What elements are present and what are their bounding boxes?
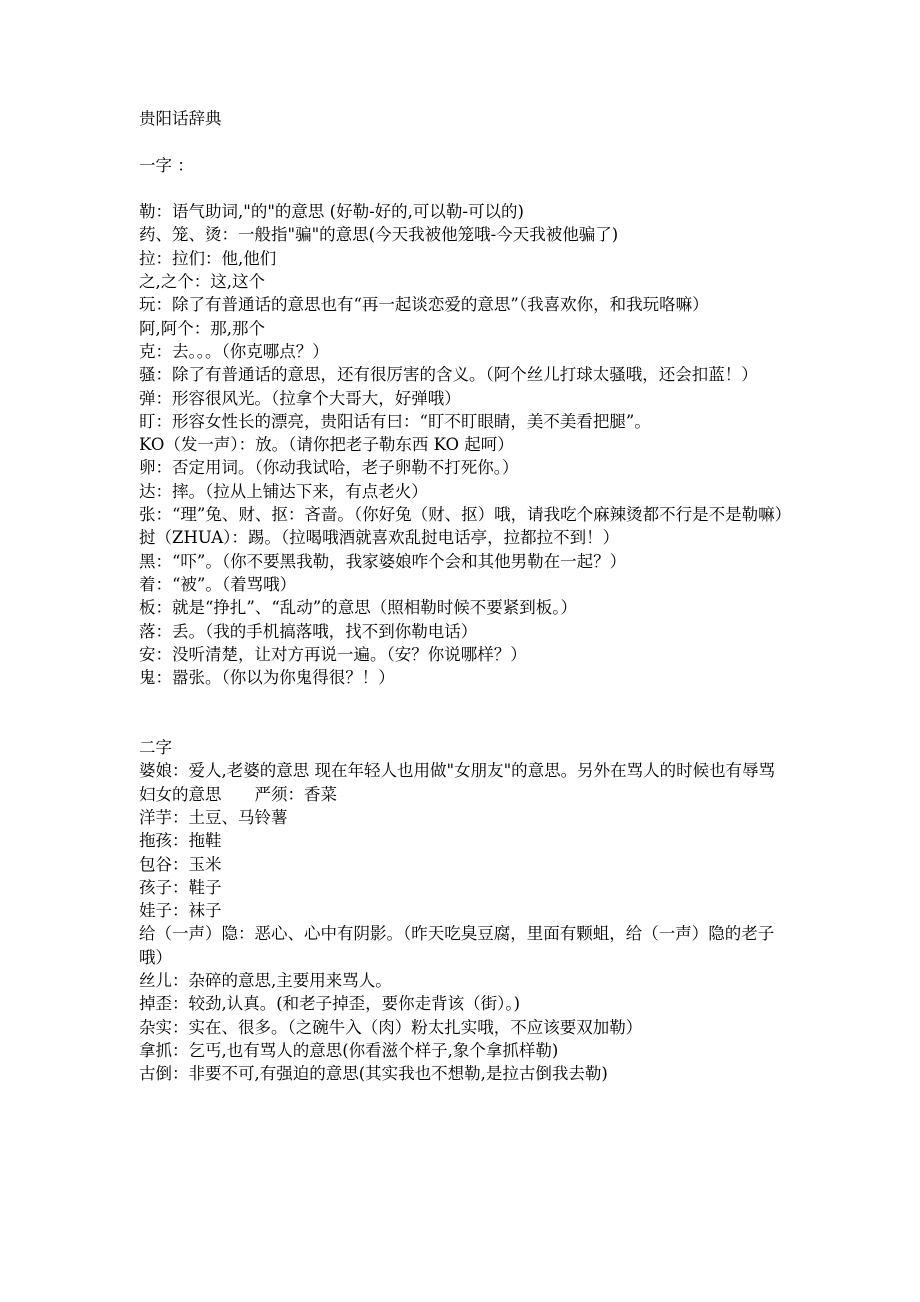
dictionary-entry: 着：“被”。（着骂哦） bbox=[139, 574, 297, 594]
dictionary-entry: 玩：除了有普通话的意思也有“再一起谈恋爱的意思”（我喜欢你，和我玩咯嘛） bbox=[139, 295, 709, 315]
dictionary-entry: 黑：“吓”。（你不要黑我勒，我家婆娘咋个会和其他男勒在一起？） bbox=[139, 551, 627, 571]
dictionary-entry: 拉：拉们：他,他们 bbox=[139, 248, 277, 268]
dictionary-entry: 药、笼、烫：一般指"骗"的意思(今天我被他笼哦-今天我被他骗了) bbox=[139, 225, 619, 245]
dictionary-entry: 勒：语气助词,"的"的意思 (好勒-好的,可以勒-可以的) bbox=[139, 202, 524, 222]
dictionary-entry: 掉歪：较劲,认真。(和老子掉歪，要你走背该（街）。) bbox=[139, 994, 521, 1014]
dictionary-entry: 挝（ZHUA）：踢。（拉喝哦酒就喜欢乱挝电话亭，拉都拉不到！） bbox=[139, 528, 620, 548]
entry-list-one-char bbox=[139, 200, 792, 689]
dictionary-entry: 盯：形容女性长的漂亮，贵阳话有曰：“盯不盯眼睛，美不美看把腿”。 bbox=[139, 411, 651, 431]
dictionary-entry: 落：丢。（我的手机搞落哦，找不到你勒电话） bbox=[139, 621, 478, 641]
dictionary-entry: 古倒：非要不可,有强迫的意思(其实我也不想勒,是拉古倒我去勒) bbox=[139, 1064, 608, 1084]
dictionary-entry: 弹：形容很风光。（拉拿个大哥大，好弹哦） bbox=[139, 388, 461, 408]
section-heading-one-char: 一字 ： bbox=[139, 155, 194, 175]
dictionary-entry: 阿,阿个：那,那个 bbox=[139, 318, 265, 338]
document-title: 贵阳话辞典 bbox=[139, 109, 222, 128]
dictionary-entry: 板：就是“挣扎”、“乱动”的意思（照相勒时候不要紧到板。） bbox=[139, 598, 577, 618]
dictionary-entry: 杂实：实在、很多。（之碗牛入（肉）粉太扎实哦，不应该要双加勒） bbox=[139, 1017, 643, 1037]
dictionary-entry: 达：摔。（拉从上铺达下来，有点老火） bbox=[139, 481, 428, 501]
dictionary-entry: 给（一声）隐：恶心、心中有阴影。（昨天吃臭豆腐，里面有颗蛆，给（一声）隐的老子哦） bbox=[139, 924, 775, 967]
dictionary-entry: 婆娘：爱人,老婆的意思 现在年轻人也用做"女朋友"的意思。另外在骂人的时候也有辱骂妇女的意思 严须：香菜 bbox=[139, 761, 776, 804]
dictionary-entry: 卵：否定用词。（你动我试哈，老子卵勒不打死你。） bbox=[139, 458, 519, 478]
dictionary-entry: 洋芋：土豆、马铃薯 bbox=[139, 807, 288, 827]
dictionary-entry: 拿抓：乞丐,也有骂人的意思(你看滋个样子,象个拿抓样勒) bbox=[139, 1040, 559, 1060]
dictionary-entry: 之,之个：这,这个 bbox=[139, 272, 265, 292]
dictionary-entry: 包谷：玉米 bbox=[139, 854, 222, 874]
dictionary-entry: 克：去。。。（你克哪点？） bbox=[139, 341, 329, 361]
entry-list-two-char bbox=[139, 759, 789, 1085]
dictionary-entry: 骚：除了有普通话的意思，还有很厉害的含义。（阿个丝儿打球太骚哦，还会扣蓝！） bbox=[139, 365, 758, 385]
dictionary-entry: 鬼：嚣张。（你以为你鬼得很？！） bbox=[139, 668, 395, 688]
dictionary-entry: 娃子：袜子 bbox=[139, 901, 222, 921]
dictionary-entry: 丝儿：杂碎的意思,主要用来骂人。 bbox=[139, 970, 392, 990]
section-heading-two-char: 二字 bbox=[139, 738, 172, 758]
spacer bbox=[139, 689, 789, 736]
dictionary-entry: 孩子：鞋子 bbox=[139, 877, 222, 897]
dictionary-entry: 安：没听清楚，让对方再说一遍。（安？你说哪样？） bbox=[139, 644, 527, 664]
document-page bbox=[139, 107, 792, 1085]
dictionary-entry: 张：“理”兔、财、抠：吝啬。（你好兔（财、抠）哦，请我吃个麻辣烫都不行是不是勒嘛） bbox=[139, 505, 792, 525]
spacer bbox=[139, 177, 789, 200]
dictionary-entry: KO（发一声）：放。（请你把老子勒东西 KO 起呵） bbox=[139, 435, 514, 455]
dictionary-entry: 拖孩：拖鞋 bbox=[139, 831, 222, 851]
spacer bbox=[139, 130, 789, 153]
